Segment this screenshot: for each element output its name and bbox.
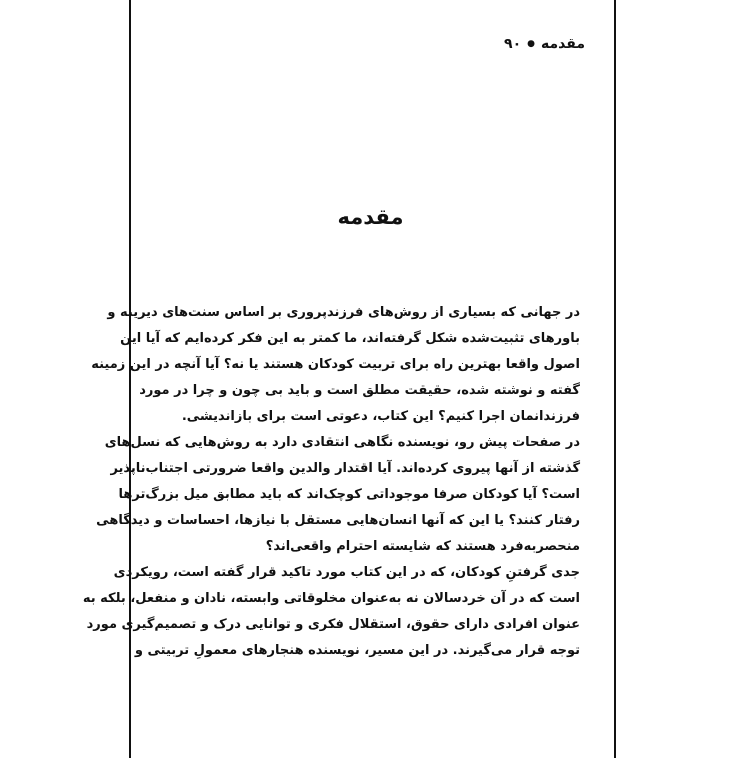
text-line: اصول واقعا بهترین راه برای تربیت کودکان هستند یا نه؟ آیا آنچه در این زمینه xyxy=(91,357,580,372)
text-line: در جهانی که بسیاری از روش‌های فرزندپروری بر اساس سنت‌های دیرینه و xyxy=(107,305,580,320)
paragraph xyxy=(82,560,580,664)
text-line: توجه قرار می‌گیرند. در این مسیر، نویسنده هنجارهای معمولِ تربیتی و xyxy=(134,643,580,658)
running-header xyxy=(504,36,585,52)
body-text xyxy=(82,300,580,664)
text-line: است که در آن خردسالان نه به‌عنوان مخلوقاتی وابسته، نادان و منفعل، بلکه به xyxy=(82,591,580,606)
text-line: در صفحات پیش رو، نویسنده نگاهی انتقادی دارد به روش‌هایی که نسل‌های xyxy=(104,435,580,450)
text-line: گفته و نوشته شده، حقیقت مطلق است و باید بی چون و چرا در مورد xyxy=(139,383,580,398)
header-section-title: مقدمه xyxy=(541,36,585,52)
text-line: عنوان افرادی دارای حقوق، استقلال فکری و توانایی درک و تصمیم‌گیری مورد xyxy=(86,617,580,632)
text-line: باورهای تثبیت‌شده شکل گرفته‌اند، ما کمتر به این فکر کرده‌ایم که آیا این xyxy=(120,331,580,346)
text-line: جدی گرفتنِ کودکان، که در این کتاب مورد تاکید قرار گفته است، رویکردی xyxy=(113,565,580,580)
text-line: فرزندانمان اجرا کنیم؟ این کتاب، دعوتی است برای بازاندیشی. xyxy=(181,409,580,424)
text-line: منحصربه‌فرد هستند که شایسته احترام واقعی‌اند؟ xyxy=(265,539,580,554)
text-line: رفتار کنند؟ یا این که آنها انسان‌هایی مستقل با نیازها، احساسات و دیدگاهی xyxy=(96,513,580,528)
chapter-title: مقدمه xyxy=(337,205,404,229)
text-line: گذشته از آنها پیروی کرده‌اند. آیا اقتدار والدین واقعا ضرورتی اجتناب‌ناپذیر xyxy=(110,461,580,476)
text-line: است؟ آیا کودکان صرفا موجوداتی کوچک‌اند که باید مطابق میل بزرگ‌ترها xyxy=(118,487,580,502)
header-separator-dot: ● xyxy=(527,39,535,49)
page-number: ۹۰ xyxy=(504,36,522,52)
paragraph xyxy=(91,300,580,430)
paragraph xyxy=(96,430,580,560)
